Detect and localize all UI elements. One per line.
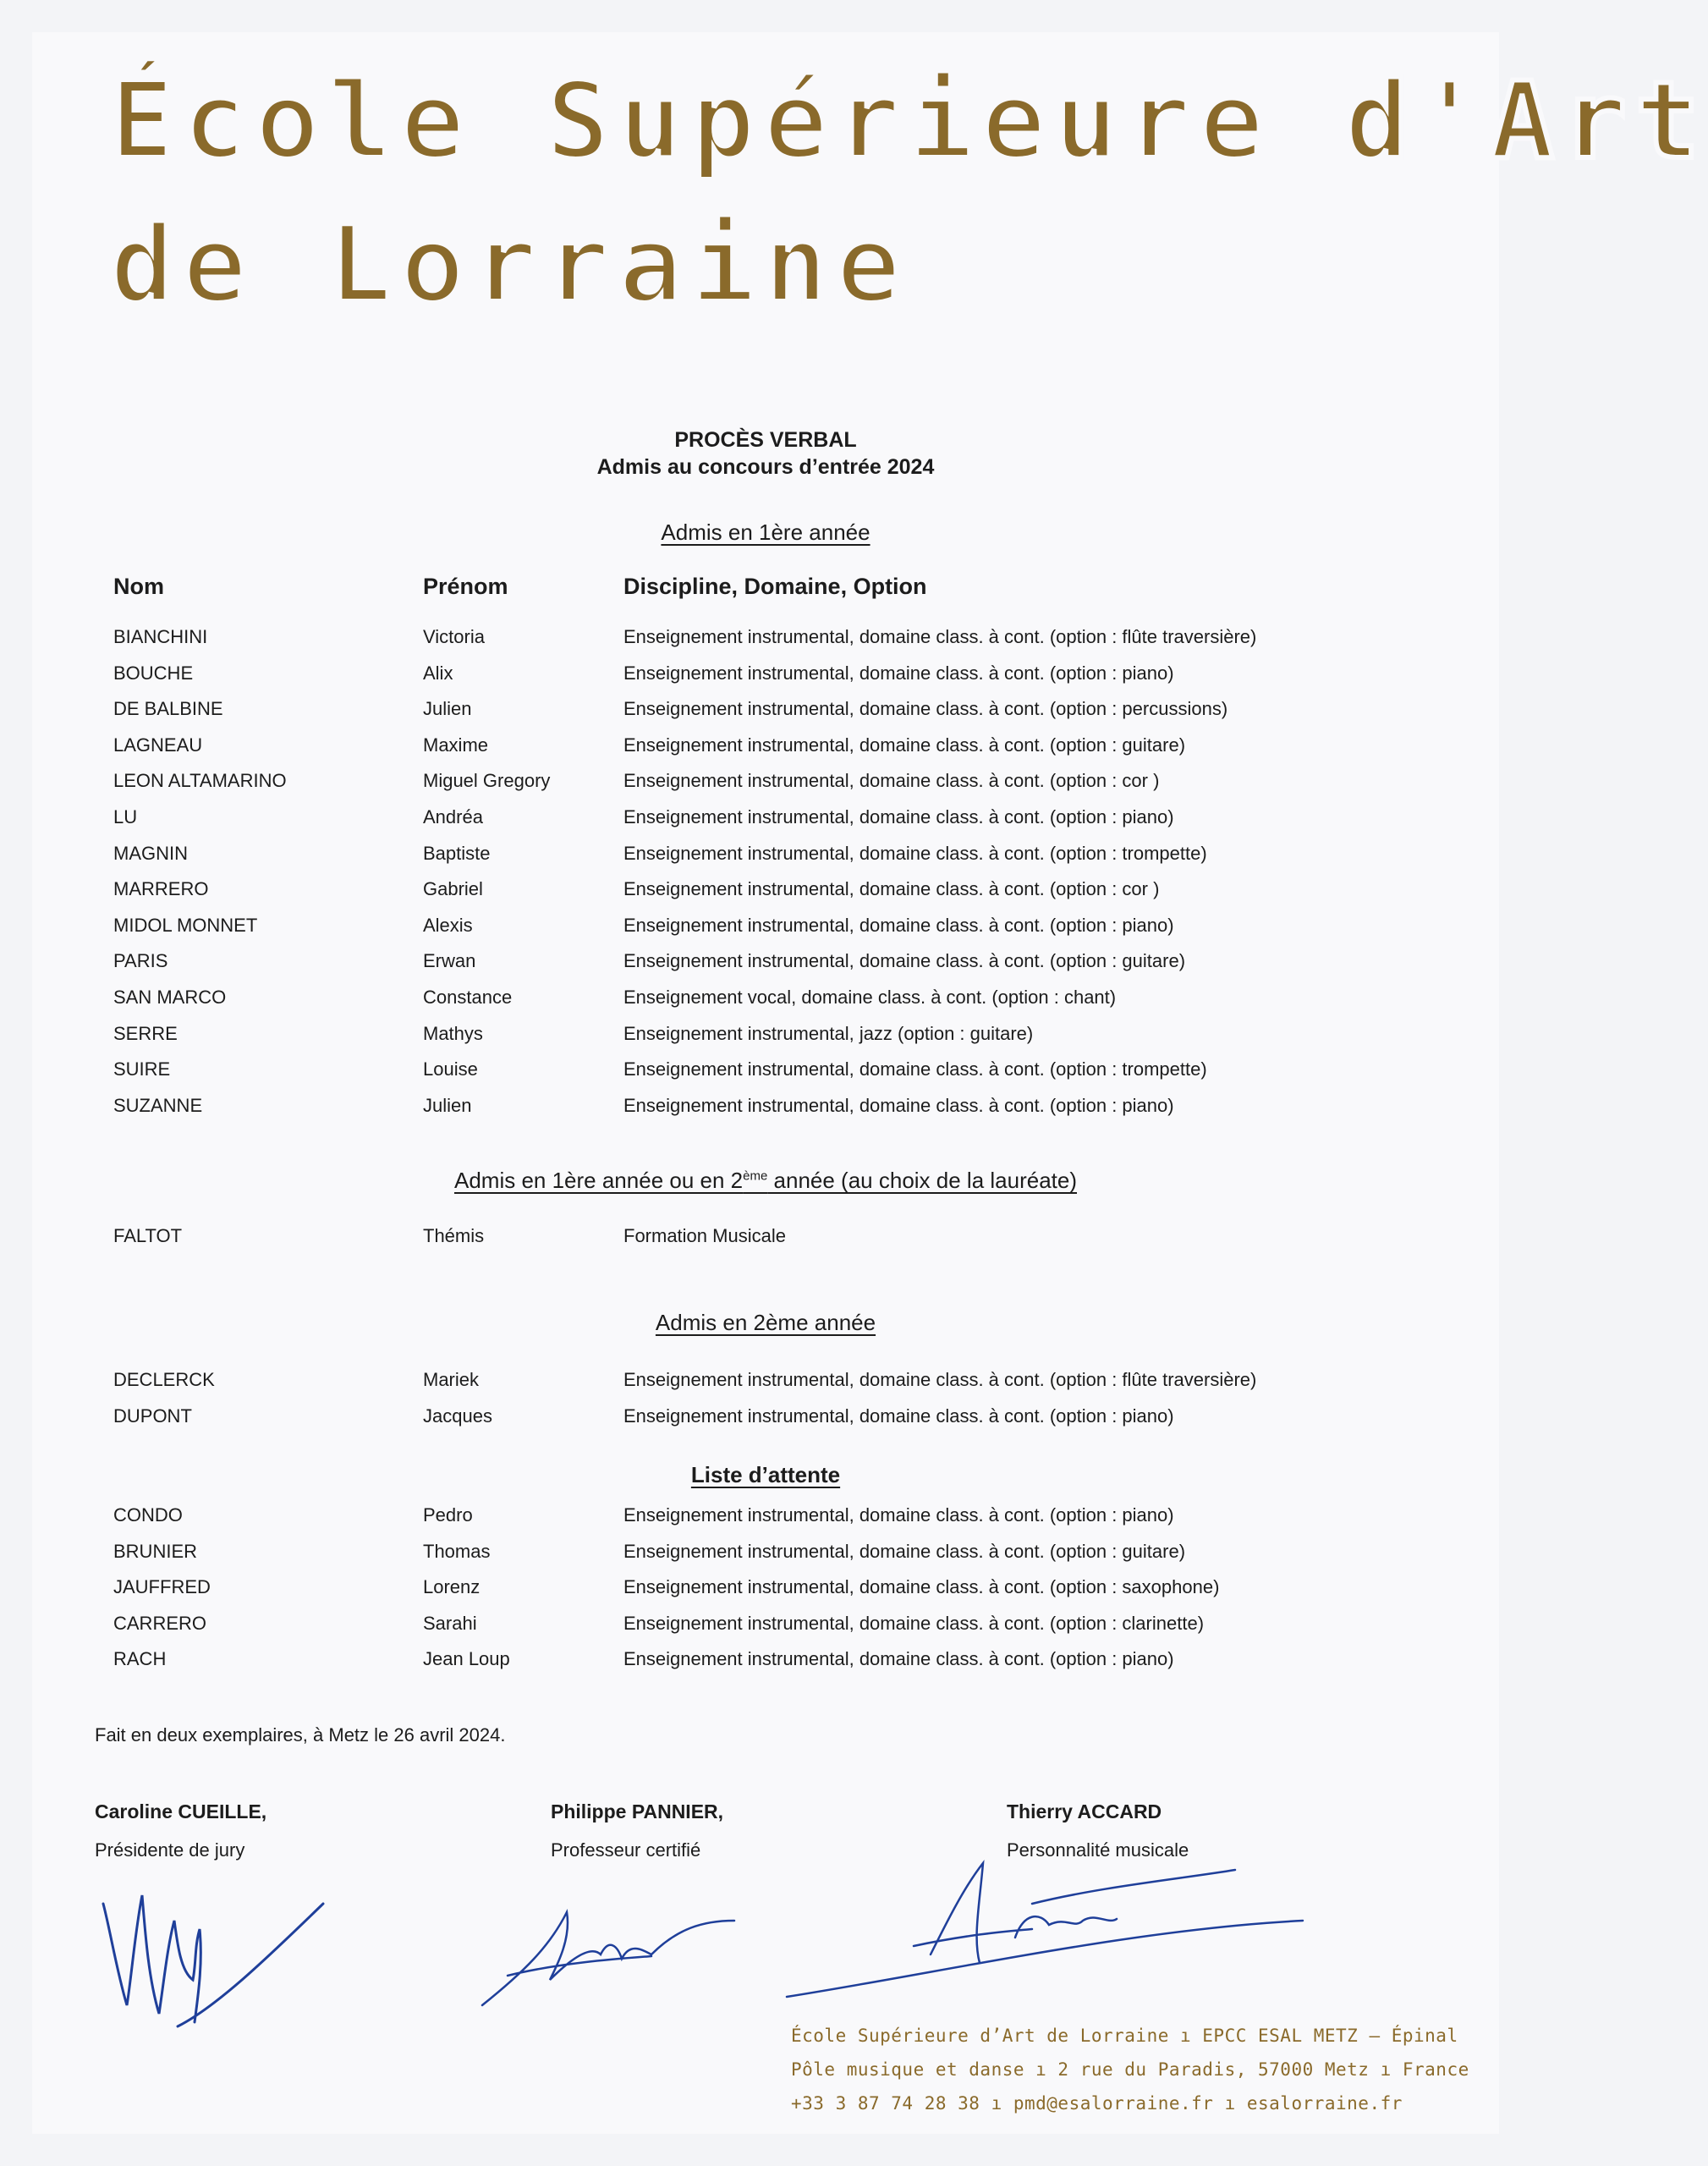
signatory-name-1: Caroline CUEILLE, — [95, 1800, 267, 1822]
discipline-cell: Enseignement instrumental, domaine class. à cont. (option : saxophone) — [623, 1576, 1220, 1598]
nom-cell: SAN MARCO — [113, 987, 227, 1008]
table-row — [0, 1504, 1531, 1540]
discipline-cell: Enseignement instrumental, domaine class. à cont. (option : cor ) — [623, 770, 1160, 792]
footer-line-3: +33 3 87 74 28 38 ı pmd@esalorraine.fr ı esalorraine.fr — [791, 2093, 1403, 2114]
prenom-cell: Sarahi — [423, 1612, 477, 1634]
section2-title-superscript: ème — [743, 1168, 768, 1184]
signatory-name-2: Philippe PANNIER, — [551, 1800, 724, 1822]
prenom-cell: Julien — [423, 1094, 472, 1116]
table-row — [0, 1648, 1531, 1684]
prenom-cell: Pedro — [423, 1504, 473, 1526]
discipline-cell: Enseignement instrumental, domaine class. à cont. (option : trompette) — [623, 1058, 1207, 1080]
section-title-first-year: Admis en 1ère année — [661, 520, 870, 545]
nom-cell: RACH — [113, 1648, 167, 1670]
section-title-second-year: Admis en 2ème année — [655, 1310, 876, 1335]
discipline-cell: Enseignement instrumental, domaine class. à cont. (option : piano) — [623, 1504, 1174, 1526]
discipline-cell: Enseignement instrumental, domaine class. à cont. (option : cor ) — [623, 878, 1160, 900]
prenom-cell: Erwan — [423, 950, 476, 972]
discipline-cell: Formation Musicale — [623, 1225, 786, 1246]
nom-cell: FALTOT — [113, 1225, 183, 1246]
prenom-cell: Andréa — [423, 806, 483, 827]
column-header-discipline: Discipline, Domaine, Option — [623, 574, 927, 599]
table-row — [0, 950, 1531, 986]
nom-cell: MIDOL MONNET — [113, 914, 258, 936]
nom-cell: BIANCHINI — [113, 626, 208, 647]
section2-title-part2: année (au choix de la lauréate) — [767, 1168, 1078, 1193]
prenom-cell: Alexis — [423, 914, 473, 936]
table-row — [0, 1613, 1531, 1648]
prenom-cell: Lorenz — [423, 1576, 481, 1598]
table-row — [0, 915, 1531, 950]
nom-cell: SUIRE — [113, 1058, 171, 1080]
prenom-cell: Victoria — [423, 626, 485, 647]
prenom-cell: Gabriel — [423, 878, 483, 900]
prenom-cell: Jacques — [423, 1405, 492, 1427]
nom-cell: BOUCHE — [113, 662, 194, 684]
signature-caroline-cueille — [93, 1878, 338, 2031]
table-row — [0, 1405, 1531, 1441]
nom-cell: BRUNIER — [113, 1540, 198, 1562]
prenom-cell: Miguel Gregory — [423, 770, 551, 792]
discipline-cell: Enseignement instrumental, domaine class. à cont. (option : clarinette) — [623, 1612, 1205, 1634]
table-row — [0, 806, 1531, 842]
table-row — [0, 626, 1531, 662]
prenom-cell: Louise — [423, 1058, 478, 1080]
table-row — [0, 1369, 1531, 1405]
nom-cell: JAUFFRED — [113, 1576, 211, 1598]
discipline-cell: Enseignement instrumental, domaine class. à cont. (option : piano) — [623, 662, 1174, 684]
table-row — [0, 770, 1531, 805]
discipline-cell: Enseignement instrumental, domaine class. à cont. (option : piano) — [623, 1648, 1174, 1670]
nom-cell: DECLERCK — [113, 1369, 215, 1390]
nom-cell: SERRE — [113, 1022, 178, 1044]
table-row — [0, 1095, 1531, 1130]
signatory-role-3: Personnalité musicale — [1007, 1839, 1189, 1861]
nom-cell: SUZANNE — [113, 1094, 203, 1116]
prenom-cell: Mathys — [423, 1022, 483, 1044]
table-row — [0, 1225, 1531, 1261]
nom-cell: CONDO — [113, 1504, 183, 1526]
place-and-date: Fait en deux exemplaires, à Metz le 26 avril 2024. — [95, 1724, 506, 1745]
discipline-cell: Enseignement instrumental, domaine class. à cont. (option : guitare) — [623, 950, 1186, 972]
nom-cell: DE BALBINE — [113, 698, 223, 720]
prenom-cell: Thomas — [423, 1540, 491, 1562]
discipline-cell: Enseignement instrumental, domaine class. à cont. (option : percussions) — [623, 698, 1228, 720]
discipline-cell: Enseignement instrumental, domaine class. à cont. (option : piano) — [623, 1405, 1174, 1427]
signatory-name-3: Thierry ACCARD — [1007, 1800, 1162, 1822]
table-row — [0, 987, 1531, 1022]
section-title-waiting-list: Liste d’attente — [690, 1462, 841, 1487]
signatory-role-1: Présidente de jury — [95, 1839, 245, 1861]
table-row — [0, 734, 1531, 770]
discipline-cell: Enseignement instrumental, domaine class. à cont. (option : flûte traversière) — [623, 1369, 1257, 1390]
column-header-nom: Nom — [113, 574, 164, 599]
document-subtitle: Admis au concours d’entrée 2024 — [596, 455, 935, 479]
nom-cell: LEON ALTAMARINO — [113, 770, 287, 792]
prenom-cell: Constance — [423, 987, 513, 1008]
prenom-cell: Mariek — [423, 1369, 480, 1390]
table-row — [0, 1541, 1531, 1576]
signatory-role-2: Professeur certifié — [551, 1839, 701, 1861]
table-row — [0, 662, 1531, 698]
prenom-cell: Julien — [423, 698, 472, 720]
discipline-cell: Enseignement instrumental, domaine class. à cont. (option : piano) — [623, 914, 1174, 936]
discipline-cell: Enseignement instrumental, domaine class. à cont. (option : piano) — [623, 1094, 1174, 1116]
signature-philippe-pannier — [474, 1895, 744, 2014]
nom-cell: PARIS — [113, 950, 168, 972]
table-row — [0, 1576, 1531, 1612]
discipline-cell: Enseignement instrumental, jazz (option : guitare) — [623, 1022, 1034, 1044]
signature-thierry-accard — [778, 1853, 1320, 2005]
prenom-cell: Baptiste — [423, 842, 491, 864]
discipline-cell: Enseignement instrumental, domaine class. à cont. (option : piano) — [623, 806, 1174, 827]
nom-cell: CARRERO — [113, 1612, 207, 1634]
prenom-cell: Jean Loup — [423, 1648, 510, 1670]
document-title: PROCÈS VERBAL — [674, 428, 857, 452]
prenom-cell: Alix — [423, 662, 453, 684]
nom-cell: MARRERO — [113, 878, 209, 900]
prenom-cell: Maxime — [423, 734, 489, 756]
section2-title-part1: Admis en 1ère année ou en 2 — [453, 1168, 744, 1193]
discipline-cell: Enseignement instrumental, domaine class. à cont. (option : guitare) — [623, 734, 1186, 756]
prenom-cell: Thémis — [423, 1225, 485, 1246]
table-row — [0, 1058, 1531, 1094]
footer-line-1: École Supérieure d’Art de Lorraine ı EPCC ESAL METZ – Épinal — [791, 2026, 1458, 2046]
discipline-cell: Enseignement vocal, domaine class. à cont. (option : chant) — [623, 987, 1117, 1008]
discipline-cell: Enseignement instrumental, domaine class. à cont. (option : trompette) — [623, 842, 1207, 864]
logo-line-1: École Supérieure d'Art — [110, 58, 1708, 183]
discipline-cell: Enseignement instrumental, domaine class. à cont. (option : flûte traversière) — [623, 626, 1257, 647]
table-row — [0, 878, 1531, 914]
table-row — [0, 843, 1531, 878]
section-title-first-or-second-year — [0, 1168, 1531, 1194]
nom-cell: LU — [113, 806, 138, 827]
logo-line-2: de Lorraine — [110, 202, 909, 327]
nom-cell: DUPONT — [113, 1405, 192, 1427]
column-header-prenom: Prénom — [423, 574, 508, 599]
school-logo-title — [110, 49, 1708, 337]
nom-cell: MAGNIN — [113, 842, 188, 864]
discipline-cell: Enseignement instrumental, domaine class. à cont. (option : guitare) — [623, 1540, 1186, 1562]
footer-line-2: Pôle musique et danse ı 2 rue du Paradis, 57000 Metz ı France — [791, 2059, 1469, 2080]
nom-cell: LAGNEAU — [113, 734, 203, 756]
table-row — [0, 698, 1531, 734]
table-row — [0, 1023, 1531, 1058]
